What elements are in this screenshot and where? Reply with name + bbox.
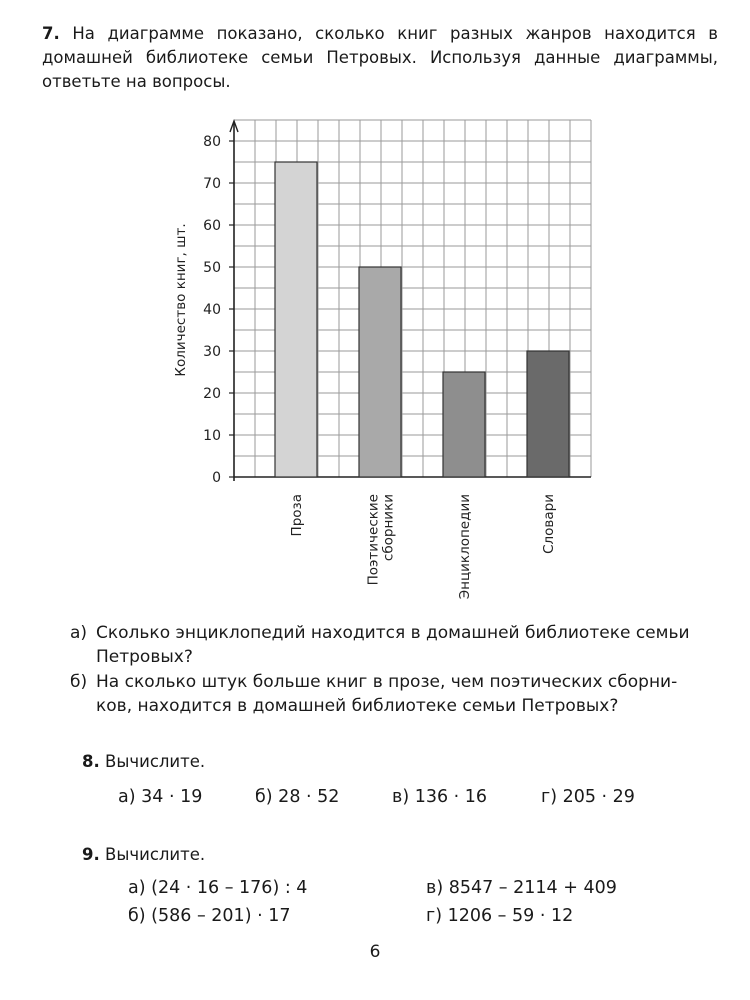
category-label-2: Поэтические bbox=[365, 494, 382, 586]
y-tick-label: 50 bbox=[203, 260, 221, 276]
task-8-item-b: б) 28 · 52 bbox=[255, 787, 340, 807]
y-tick-label: 70 bbox=[203, 176, 221, 192]
question-b-letter: б) bbox=[70, 672, 88, 692]
question-a-line1: Сколько энциклопедий находится в домашней библиотеке семьи bbox=[96, 623, 690, 643]
category-label-1: Проза bbox=[289, 494, 305, 537]
task-7-text: На диаграмме показано, сколько книг разных жанров находится в домашней библиотеке семьи Петровых. Используя данные диаграммы, ответьте на вопросы. bbox=[42, 24, 719, 91]
category-label-4: Словари bbox=[541, 494, 557, 554]
task-9-item-d: г) 1206 – 59 · 12 bbox=[426, 906, 574, 926]
task-8-label: Вычислите. bbox=[105, 752, 206, 771]
question-b-line1: На сколько штук больше книг в прозе, чем поэтических сборни- bbox=[96, 672, 678, 692]
y-tick-label: 20 bbox=[203, 386, 221, 402]
bar-4 bbox=[527, 351, 569, 477]
task-9-item-a: а) (24 · 16 – 176) : 4 bbox=[128, 878, 308, 898]
task-9-label: Вычислите. bbox=[105, 845, 206, 864]
task-9-number: 9. bbox=[82, 845, 100, 864]
bar-1 bbox=[275, 162, 317, 477]
task-8-item-d: г) 205 · 29 bbox=[541, 787, 635, 807]
task-8-title bbox=[82, 752, 205, 771]
task-8-item-c: в) 136 · 16 bbox=[392, 787, 488, 807]
question-a-letter: а) bbox=[70, 623, 88, 643]
category-label-2: сборники bbox=[380, 494, 397, 562]
y-tick-label: 0 bbox=[212, 470, 221, 486]
y-tick-label: 30 bbox=[203, 344, 221, 360]
task-7-number: 7. bbox=[42, 24, 60, 43]
y-tick-label: 10 bbox=[203, 428, 221, 444]
y-tick-label: 60 bbox=[203, 218, 221, 234]
page-number: 6 bbox=[369, 942, 381, 962]
task-8-item-a: а) 34 · 19 bbox=[118, 787, 203, 807]
y-tick-label: 80 bbox=[203, 134, 221, 150]
question-b bbox=[70, 670, 720, 718]
bar-3 bbox=[443, 372, 485, 477]
task-9-title bbox=[82, 845, 205, 864]
category-label-3: Энциклопедии bbox=[457, 494, 473, 600]
task-8-number: 8. bbox=[82, 752, 100, 771]
task-9-item-c: в) 8547 – 2114 + 409 bbox=[426, 878, 617, 898]
question-a bbox=[70, 621, 720, 669]
y-tick-label: 40 bbox=[203, 302, 221, 318]
task-9-item-b: б) (586 – 201) · 17 bbox=[128, 906, 291, 926]
y-axis-label: Количество книг, шт. bbox=[173, 223, 189, 377]
bar-2 bbox=[359, 267, 401, 477]
question-b-line2: ков, находится в домашней библиотеке семьи Петровых? bbox=[96, 696, 619, 716]
question-a-line2: Петровых? bbox=[96, 647, 193, 667]
